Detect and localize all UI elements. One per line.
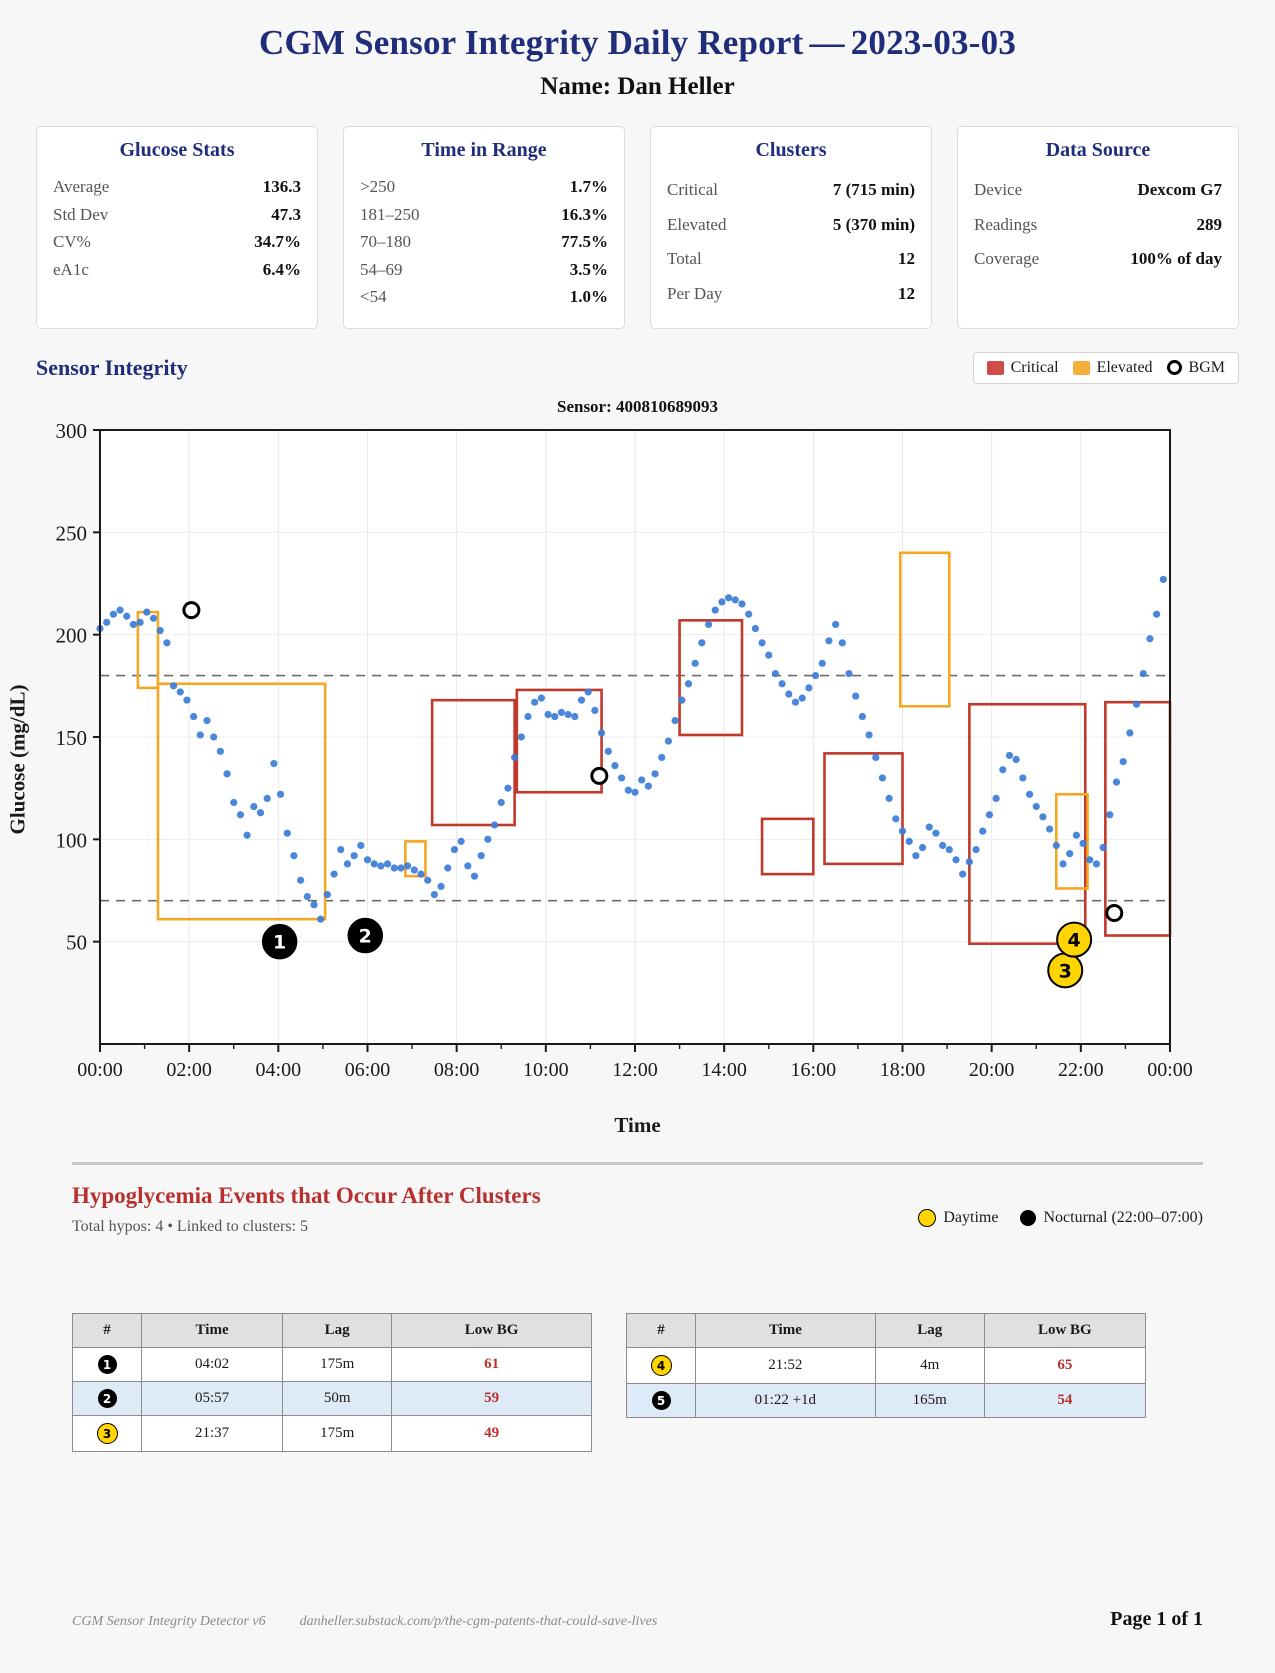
hypo-subtitle: Total hypos: 4 • Linked to clusters: 5 <box>72 1218 309 1235</box>
bgm-ring-icon <box>1167 360 1182 375</box>
section-title: Sensor Integrity <box>36 354 188 380</box>
legend-label: Nocturnal (22:00–07:00) <box>1043 1209 1203 1226</box>
chart-legend <box>973 352 1239 384</box>
svg-text:12:00: 12:00 <box>612 1058 658 1081</box>
legend-item-bgm <box>1167 359 1225 377</box>
hypo-title: Hypoglycemia Events that Occur After Clusters <box>72 1183 541 1208</box>
legend-label: BGM <box>1188 358 1225 376</box>
stat-key: >250 <box>360 177 396 196</box>
chart-title: Sensor: 400810689093 <box>556 396 719 416</box>
card-title: Data Source <box>1045 139 1151 161</box>
stat-key: 70–180 <box>360 232 411 252</box>
stat-key: Std Dev <box>53 204 109 224</box>
svg-text:10:00: 10:00 <box>523 1058 569 1081</box>
stat-key: <54 <box>360 287 387 307</box>
glucose-chart <box>0 417 1275 1117</box>
nocturnal-dot-icon <box>1020 1210 1036 1226</box>
legend-item-elevated <box>1073 359 1153 377</box>
stat-value: 12 <box>898 249 915 269</box>
card-title: Glucose Stats <box>119 139 235 161</box>
lag-cell: 50m <box>283 1382 392 1416</box>
event-badge-cell <box>627 1348 696 1384</box>
svg-text:100: 100 <box>55 828 87 853</box>
svg-text:06:00: 06:00 <box>344 1058 391 1081</box>
hypo-table-right <box>626 1313 1146 1418</box>
svg-text:14:00: 14:00 <box>701 1058 747 1081</box>
stat-key: Total <box>667 249 702 269</box>
card-clusters <box>650 126 932 329</box>
svg-text:4: 4 <box>1067 929 1081 952</box>
stat-value: 16.3% <box>561 204 608 224</box>
stat-row <box>360 256 608 284</box>
stat-value: 6.4% <box>262 259 301 279</box>
stat-value: 1.0% <box>569 287 608 307</box>
stat-value: 77.5% <box>561 232 608 252</box>
stat-key: 181–250 <box>360 204 420 224</box>
column-header: Lag <box>875 1314 984 1348</box>
title-dash: — <box>809 23 845 62</box>
table-row <box>73 1382 592 1416</box>
x-axis-label: Time <box>614 1113 661 1137</box>
card-data-source <box>957 126 1239 329</box>
legend-item-critical <box>987 359 1059 377</box>
time-cell: 01:22 +1d <box>696 1384 876 1418</box>
stat-key: Readings <box>974 214 1038 234</box>
svg-text:2: 2 <box>358 925 372 948</box>
event-badge-cell <box>73 1416 142 1452</box>
hypo-header <box>72 1183 1203 1236</box>
table-header-row <box>73 1314 592 1348</box>
stat-key: Per Day <box>667 284 723 304</box>
report-date: 2023-03-03 <box>850 23 1017 62</box>
stat-key: Device <box>974 180 1023 199</box>
elevated-swatch-icon <box>1073 361 1090 375</box>
report-page <box>0 23 1275 1673</box>
stat-key: Critical <box>667 180 718 199</box>
footer-url[interactable]: danheller.substack.com/p/the-cgm-patents-that-could-save-lives <box>299 1614 658 1629</box>
column-header: Low BG <box>984 1314 1145 1348</box>
stat-key: Coverage <box>974 249 1040 269</box>
svg-text:200: 200 <box>55 623 87 648</box>
column-header: # <box>627 1314 696 1348</box>
y-axis-label: Glucose (mg/dL) <box>5 684 30 835</box>
card-title: Time in Range <box>421 139 547 161</box>
low-bg-cell: 65 <box>984 1348 1145 1384</box>
stat-value: 34.7% <box>254 232 301 252</box>
legend-label: Daytime <box>943 1209 999 1226</box>
column-header: Time <box>142 1314 283 1348</box>
lag-cell: 4m <box>875 1348 984 1384</box>
svg-text:02:00: 02:00 <box>166 1058 212 1081</box>
sensor-integrity-header-row <box>0 351 1275 385</box>
stat-row <box>667 173 915 208</box>
stat-key: CV% <box>53 232 91 252</box>
low-bg-cell: 54 <box>984 1384 1145 1418</box>
stat-value: 12 <box>898 284 915 304</box>
svg-text:18:00: 18:00 <box>879 1058 926 1081</box>
nocturnal-badge-icon: 2 <box>98 1389 117 1408</box>
stat-row <box>360 201 608 229</box>
stat-row <box>667 242 915 277</box>
stat-key: Elevated <box>667 214 727 234</box>
stat-row <box>974 208 1222 243</box>
stat-value: 289 <box>1196 214 1222 234</box>
chart-svg <box>0 417 1275 1117</box>
svg-text:04:00: 04:00 <box>255 1058 302 1081</box>
hypo-legend <box>918 1209 1203 1227</box>
time-cell: 21:37 <box>142 1416 283 1452</box>
footer-tool-name: CGM Sensor Integrity Detector v6 <box>72 1614 266 1629</box>
svg-text:150: 150 <box>55 725 87 750</box>
patient-name: Name: Dan Heller <box>540 73 735 100</box>
stat-row <box>360 228 608 256</box>
stat-value: 3.5% <box>569 259 608 279</box>
stat-row <box>53 201 301 229</box>
svg-text:22:00: 22:00 <box>1058 1058 1104 1081</box>
svg-text:20:00: 20:00 <box>968 1058 1015 1081</box>
hypo-table-left <box>72 1313 592 1452</box>
lag-cell: 175m <box>283 1348 392 1382</box>
stat-key: Average <box>53 177 110 196</box>
time-cell: 04:02 <box>142 1348 283 1382</box>
stat-value: Dexcom G7 <box>1137 180 1222 199</box>
stat-row <box>53 256 301 284</box>
low-bg-cell: 49 <box>392 1416 592 1452</box>
card-time-in-range <box>343 126 625 329</box>
daytime-dot-icon <box>918 1209 936 1227</box>
stat-row <box>53 173 301 201</box>
stat-row <box>360 173 608 201</box>
svg-text:08:00: 08:00 <box>433 1058 480 1081</box>
svg-text:250: 250 <box>55 521 87 546</box>
svg-text:1: 1 <box>273 931 287 954</box>
column-header: Low BG <box>392 1314 592 1348</box>
column-header: Lag <box>283 1314 392 1348</box>
svg-text:00:00: 00:00 <box>77 1058 123 1081</box>
stat-value: 5 (370 min) <box>832 214 915 234</box>
summary-cards <box>0 126 1275 329</box>
event-badge-cell <box>627 1384 696 1418</box>
daytime-badge-icon: 3 <box>97 1423 118 1444</box>
page-title <box>0 23 1275 63</box>
stat-row <box>53 228 301 256</box>
time-cell: 05:57 <box>142 1382 283 1416</box>
stat-key: 54–69 <box>360 259 403 279</box>
hypo-tables <box>72 1313 1203 1452</box>
critical-swatch-icon <box>987 361 1004 375</box>
table-row <box>627 1348 1146 1384</box>
time-cell: 21:52 <box>696 1348 876 1384</box>
stat-value: 47.3 <box>271 204 301 224</box>
stat-row <box>360 283 608 311</box>
stat-value: 136.3 <box>262 177 301 196</box>
event-badge-cell <box>73 1348 142 1382</box>
page-number: Page 1 of 1 <box>1110 1608 1203 1630</box>
low-bg-cell: 59 <box>392 1382 592 1416</box>
table-row <box>627 1384 1146 1418</box>
svg-text:3: 3 <box>1058 960 1072 983</box>
event-badge-cell <box>73 1382 142 1416</box>
section-divider <box>72 1162 1203 1165</box>
lag-cell: 165m <box>875 1384 984 1418</box>
svg-text:16:00: 16:00 <box>790 1058 837 1081</box>
table-row <box>73 1348 592 1382</box>
stat-row <box>667 277 915 312</box>
legend-item-daytime <box>918 1209 998 1227</box>
stat-value: 1.7% <box>569 177 608 196</box>
nocturnal-badge-icon: 5 <box>652 1391 671 1410</box>
svg-text:50: 50 <box>66 930 87 955</box>
table-header-row <box>627 1314 1146 1348</box>
svg-text:300: 300 <box>55 418 87 443</box>
column-header: Time <box>696 1314 876 1348</box>
report-title-text: CGM Sensor Integrity Daily Report <box>258 23 804 62</box>
column-header: # <box>73 1314 142 1348</box>
nocturnal-badge-icon: 1 <box>98 1355 117 1374</box>
low-bg-cell: 61 <box>392 1348 592 1382</box>
stat-row <box>667 208 915 243</box>
legend-label: Critical <box>1010 358 1059 376</box>
stat-row <box>974 173 1222 208</box>
page-footer <box>72 1608 1203 1631</box>
stat-value: 7 (715 min) <box>832 180 915 199</box>
legend-item-nocturnal <box>1020 1209 1203 1227</box>
card-glucose-stats <box>36 126 318 329</box>
svg-text:00:00: 00:00 <box>1147 1058 1193 1081</box>
legend-label: Elevated <box>1096 358 1153 376</box>
stat-key: eA1c <box>53 259 89 279</box>
card-title: Clusters <box>755 139 827 161</box>
daytime-badge-icon: 4 <box>651 1355 672 1376</box>
stat-row <box>974 242 1222 277</box>
lag-cell: 175m <box>283 1416 392 1452</box>
stat-value: 100% of day <box>1130 249 1222 269</box>
table-row <box>73 1416 592 1452</box>
